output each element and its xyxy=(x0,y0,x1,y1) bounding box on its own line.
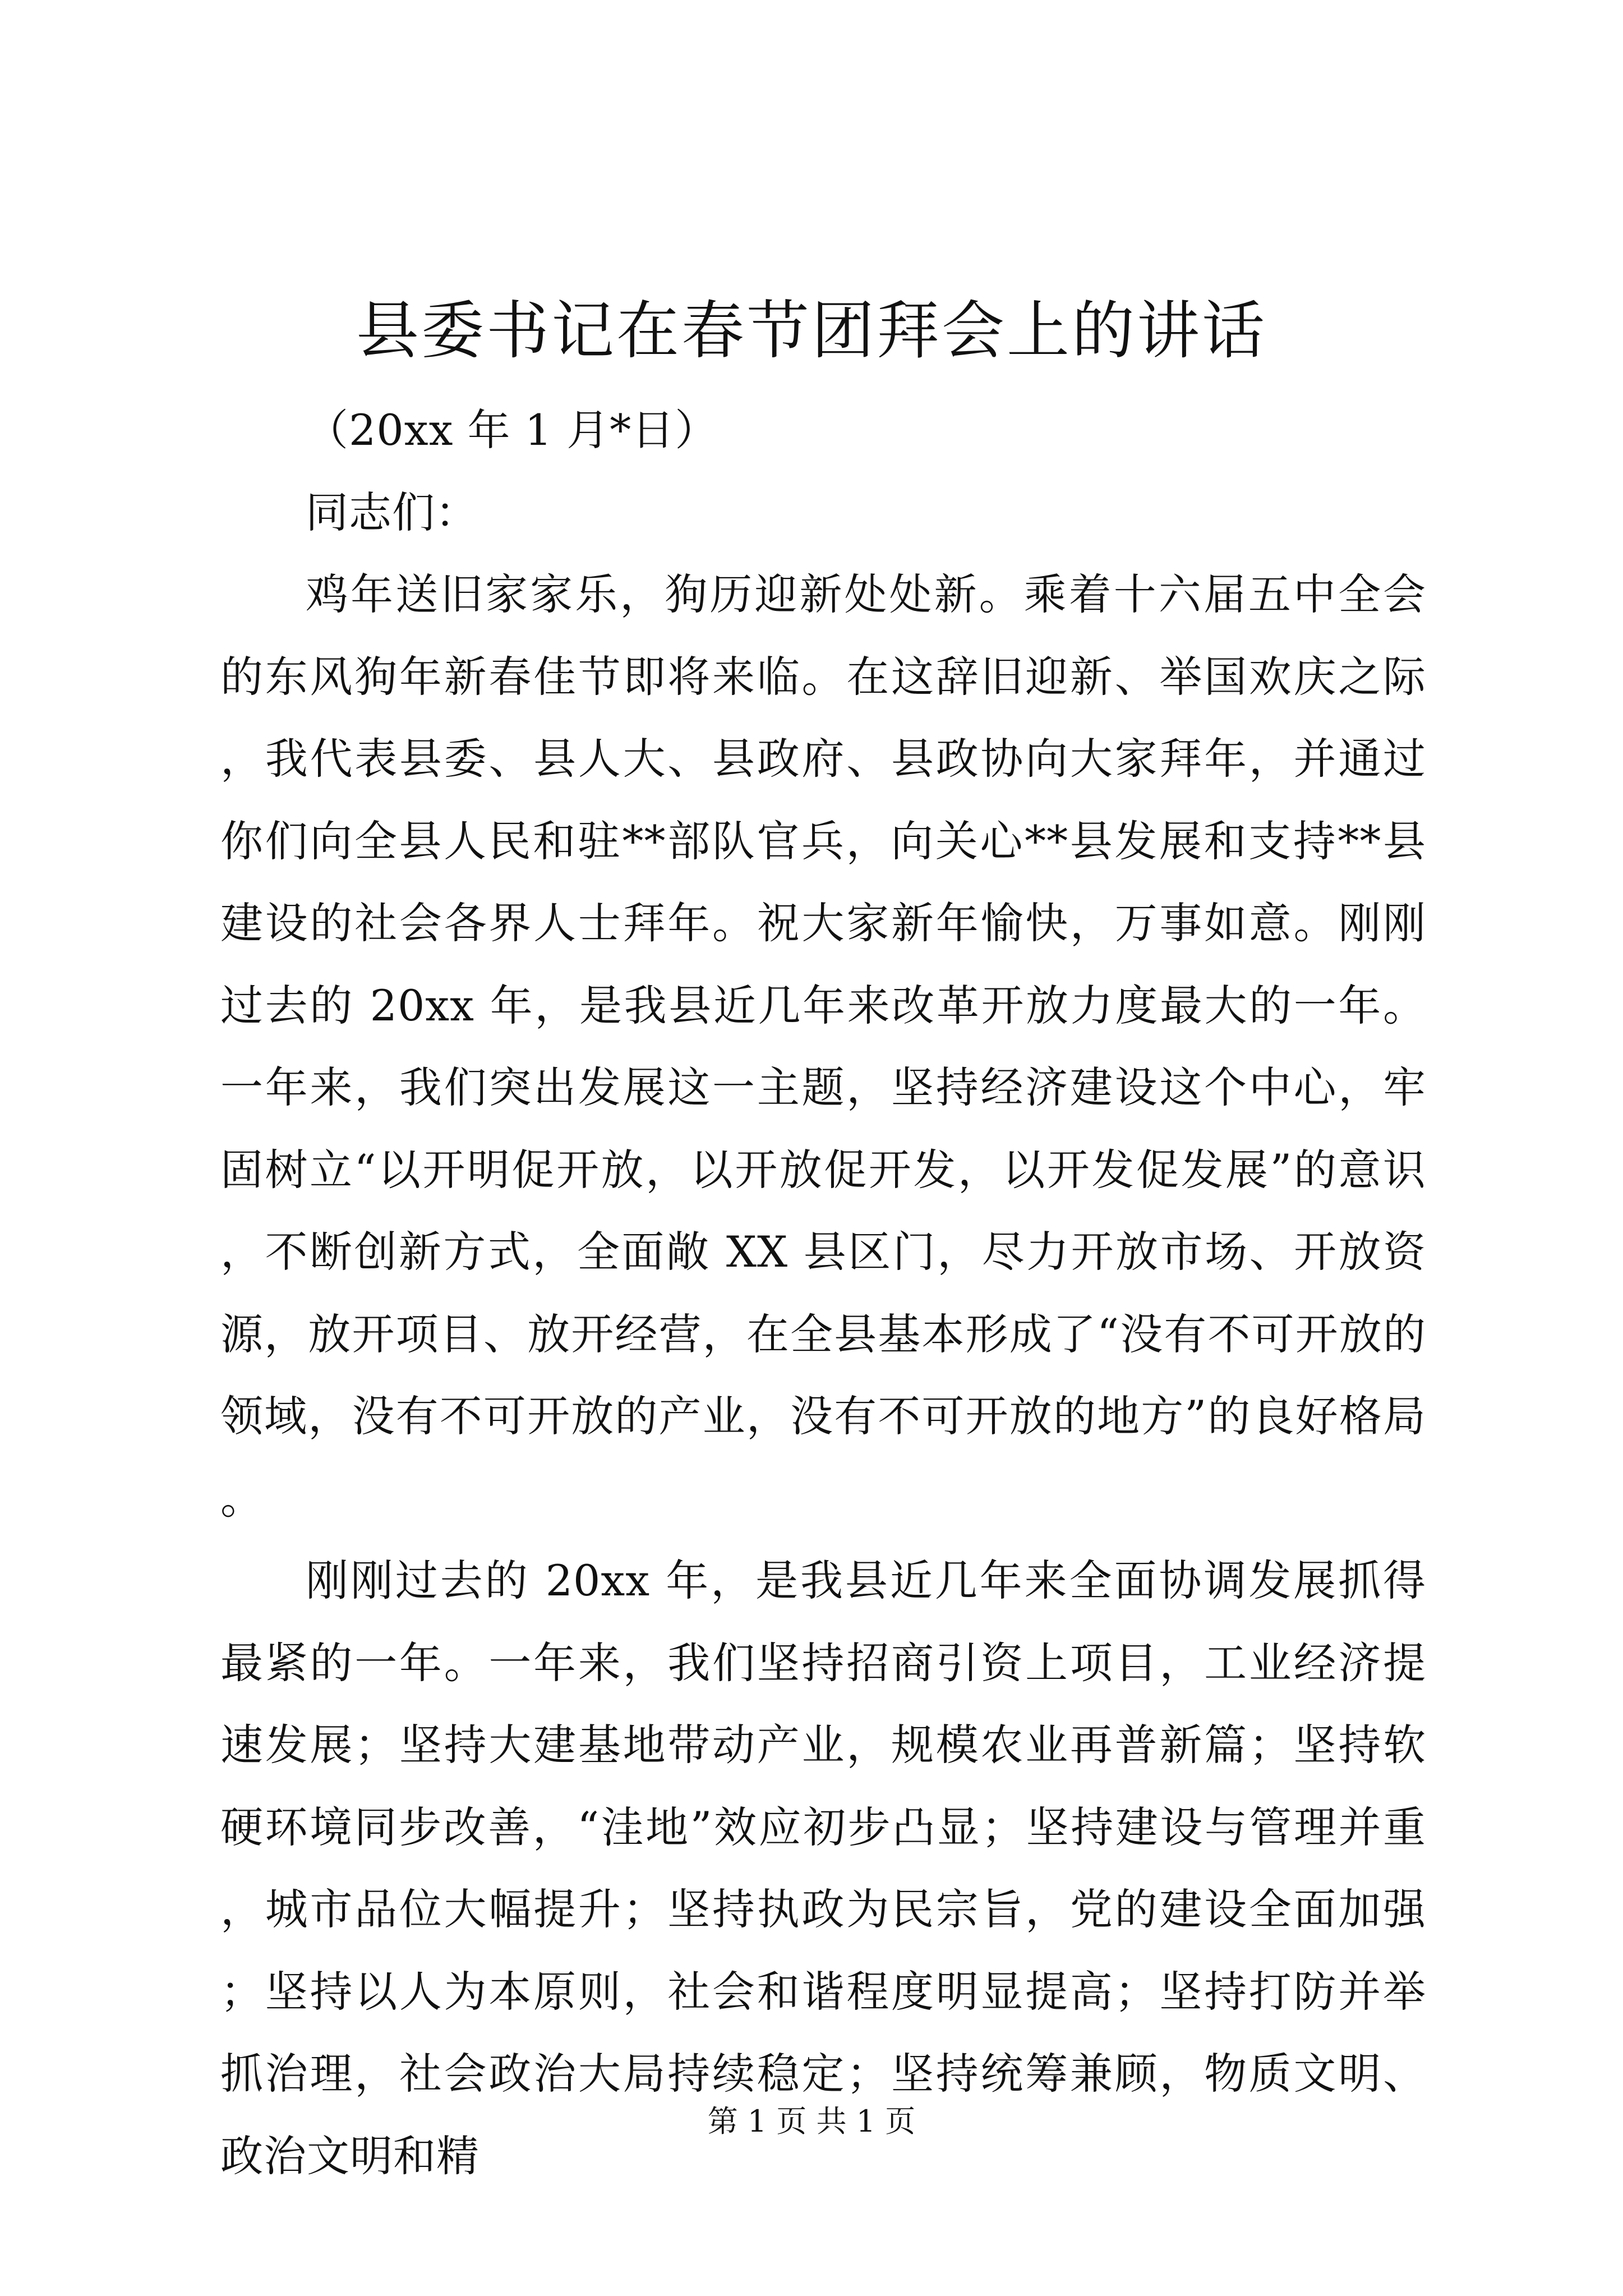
paragraph-1: 鸡年送旧家家乐，狗历迎新处处新。乘着十六届五中全会的东风狗年新春佳节即将来临。在这辞旧迎新、举国欢庆之际，我代表县委、县人大、县政府、县政协向大家拜年，并通过你们向全县人民和驻**部队官兵，向关心**县发展和支持**县建设的社会各界人士拜年。祝大家新年愉快，万事如意。刚刚过去的 20xx 年，是我县近几年来改革开放力度最大的一年。一年来，我们突出发展这一主题，坚持经济建设这个中心，牢固树立“以开明促开放，以开放促开发，以开发促发展”的意识，不断创新方式，全面敞 XX 县区门，尽力开放市场、开放资源，放开项目、放开经营，在全县基本形成了“没有不可开放的领域，没有不可开放的产业，没有不可开放的地方”的良好格局。 xyxy=(220,569,1426,1524)
date-line: （20xx 年 1 月*日） xyxy=(306,405,718,455)
paragraph-2: 刚刚过去的 20xx 年，是我县近几年来全面协调发展抓得最紧的一年。一年来，我们坚持招商引资上项目，工业经济提速发展；坚持大建基地带动产业，规模农业再普新篇；坚持软硬环境同步改善，“洼地”效应初步凸显；坚持建设与管理并重，城市品位大幅提升；坚持执政为民宗旨，党的建设全面加强；坚持以人为本原则，社会和谐程度明显提高；坚持打防并举抓治理，社会政治大局持续稳定；坚持统筹兼顾，物质文明、政治文明和精 xyxy=(220,1556,1426,2181)
salutation: 同志们： xyxy=(306,487,478,537)
document-title: 县委书记在春节团拜会上的讲话 xyxy=(356,295,1267,367)
document-body xyxy=(220,389,1426,2197)
page-number-footer: 第 1 页 共 1 页 xyxy=(707,2104,916,2139)
